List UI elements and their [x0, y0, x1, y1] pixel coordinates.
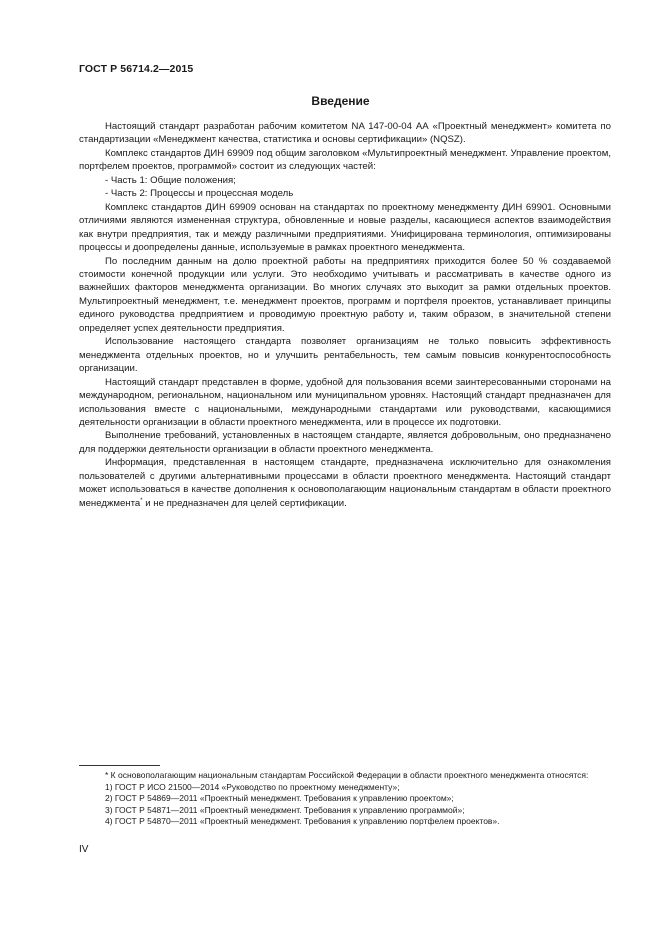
paragraph-with-footnote	[79, 456, 611, 510]
footnote-item: 3) ГОСТ Р 54871—2011 «Проектный менеджмент. Требования к управлению программой»;	[105, 804, 465, 815]
paragraph: Настоящий стандарт разработан рабочим комитетом NA 147-00-04 АА «Проектный менеджмент» комитета по стандартизации «Менеджмент качества, статистика и основы сертификации» (NQSZ).	[79, 121, 611, 146]
paragraph-tail: и не предназначен для целей сертификации.	[142, 497, 347, 509]
paragraph: Использование настоящего стандарта позволяет организациям не только повысить эффективность менеджмента отдельных проектов, но и улучшить рентабельность, тем самым повысив конкурентоспособность организации.	[79, 336, 611, 375]
paragraph: Выполнение требований, установленных в настоящем стандарте, является добровольным, оно предназначено для поддержки деятельности организации в области проектного менеджмента.	[79, 430, 611, 455]
page-number: IV	[79, 844, 89, 855]
footnote-marker[interactable]: *	[140, 497, 143, 504]
footnote-text: * К основополагающим национальным стандартам Российской Федерации в области проектного менеджмента относятся:	[105, 770, 589, 780]
paragraph: Настоящий стандарт представлен в форме, удобной для пользования всеми заинтересованными сторонами на международном, региональном, национальном или муниципальном уровнях. Настоящий стандарт предназначен для использования вместе с национальными, международными стандартами или руководствами, касающимися деятельности организации в области проектного менеджмента, или в процессе их подготовки.	[79, 376, 611, 428]
list-item: - Часть 2: Процессы и процессная модель	[105, 188, 294, 200]
section-title: Введение	[311, 94, 370, 108]
list-item: - Часть 1: Общие положения;	[105, 174, 236, 186]
footnote-divider	[79, 765, 160, 766]
paragraph: Комплекс стандартов ДИН 69909 под общим заголовком «Мультипроектный менеджмент. Управление проектом, портфелем проектов, программой» состоит из следующих частей:	[79, 147, 611, 173]
paragraph: Комплекс стандартов ДИН 69909 основан на стандартах по проектному менеджменту ДИН 69901. Основными отличиями являются измененная структура, обновленные и новые разделы, касающиеся аспектов взаимодействия как внутри предприятия, так и между различными предприятиями. Унифицирована терминология, оптимизированы процессы и доопределены данные, используемые в рамках проектного менеджмента.	[79, 201, 611, 254]
document-code-header: ГОСТ Р 56714.2—2015	[79, 63, 194, 75]
introduction-body	[79, 120, 611, 510]
footnote-item: 1) ГОСТ Р ИСО 21500—2014 «Руководство по проектному менеджменту»;	[105, 781, 400, 792]
footnote-item: 2) ГОСТ Р 54869—2011 «Проектный менеджмент. Требования к управлению проектом»;	[105, 793, 454, 804]
footnote-item: 4) ГОСТ Р 54870—2011 «Проектный менеджмент. Требования к управлению портфелем проектов».	[105, 816, 500, 827]
footnote-block	[79, 770, 611, 828]
paragraph: По последним данным на долю проектной работы на предприятиях приходится более 50 % создаваемой стоимости конечной продукции или услуги. Это необходимо учитывать и рассматривать в качестве одного из важнейших факторов менеджмента организации. Во многих случаях это выходит за рамки отдельных проектов. Мультипроектный менеджмент, т.е. менеджмент проектов, программ и портфеля проектов, устанавливает принципы единого руководства предприятием и проводимую проектную работу и, таким образом, в значительной степени определяет успех деятельности предприятия.	[79, 255, 611, 334]
paragraph-text: Информация, представленная в настоящем стандарте, предназначена исключительно для ознакомления пользователей с другими альтернативными процессами в области проектного менеджмента. Настоящий стандарт может использоваться в качестве дополнения к основополагающим национальным стандартам в области проектного менеджмента	[79, 457, 611, 509]
